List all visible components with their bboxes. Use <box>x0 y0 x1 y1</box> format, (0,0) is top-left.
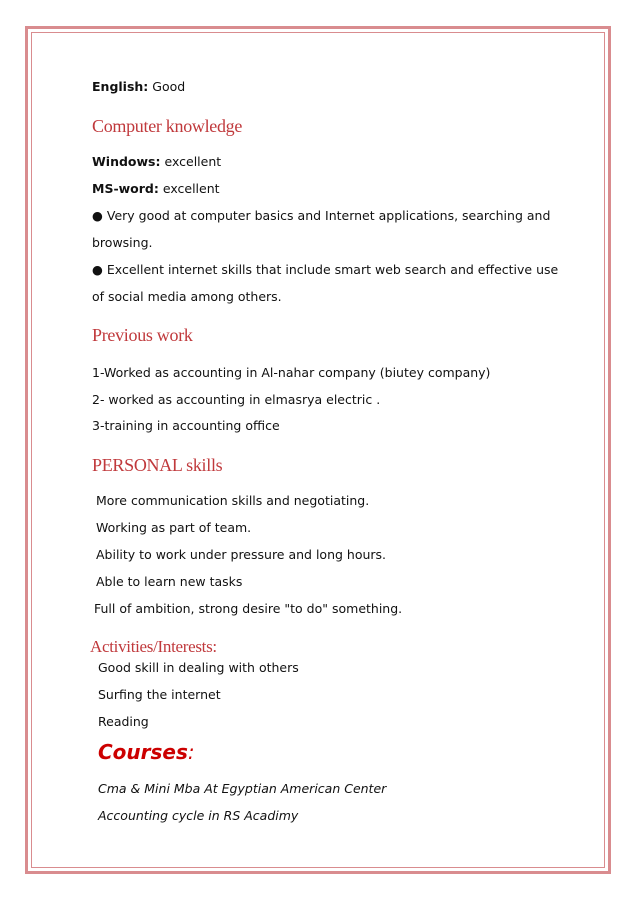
personal-skill-item: Able to learn new tasks <box>96 574 243 589</box>
windows-line <box>92 154 221 170</box>
activity-item: Surfing the internet <box>98 687 221 702</box>
personal-skill-item: Ability to work under pressure and long hours. <box>96 547 387 562</box>
previous-work-item: 2- worked as accounting in elmasrya electric . <box>92 392 381 407</box>
computer-bullet-1-line-1: ● Very good at computer basics and Internet applications, searching and <box>92 208 551 223</box>
personal-skill-item: More communication skills and negotiating. <box>96 493 370 508</box>
msword-value: excellent <box>162 181 220 196</box>
course-item: Cma & Mini Mba At Egyptian American Center <box>98 781 387 796</box>
windows-label: Windows: <box>92 154 161 169</box>
computer-bullet-2-line-1: ● Excellent internet skills that include smart web search and effective use <box>92 262 559 277</box>
activity-item: Good skill in dealing with others <box>98 660 299 675</box>
computer-bullet-1-line-2: browsing. <box>92 235 153 250</box>
computer-bullet-2-line-2: of social media among others. <box>92 289 282 304</box>
msword-label: MS-word: <box>92 181 159 196</box>
previous-work-item: 3-training in accounting office <box>92 418 280 433</box>
course-item: Accounting cycle in RS Acadimy <box>98 808 299 823</box>
personal-skill-item: Full of ambition, strong desire "to do" something. <box>94 601 403 616</box>
personal-skills-heading: PERSONAL skills <box>92 455 223 475</box>
courses-heading <box>98 740 195 764</box>
activity-item: Reading <box>98 714 149 729</box>
courses-heading-text: Courses <box>98 740 188 764</box>
activities-heading: Activities/Interests: <box>90 637 217 656</box>
previous-work-item: 1-Worked as accounting in Al-nahar company (biutey company) <box>92 365 491 380</box>
english-value: Good <box>152 79 186 94</box>
previous-work-heading: Previous work <box>92 325 193 345</box>
computer-knowledge-heading: Computer knowledge <box>92 116 243 136</box>
personal-skill-item: Working as part of team. <box>96 520 252 535</box>
courses-heading-colon: : <box>187 740 195 764</box>
english-label: English: <box>92 79 149 94</box>
msword-line <box>92 181 220 197</box>
windows-value: excellent <box>164 154 222 169</box>
english-line <box>92 79 185 95</box>
